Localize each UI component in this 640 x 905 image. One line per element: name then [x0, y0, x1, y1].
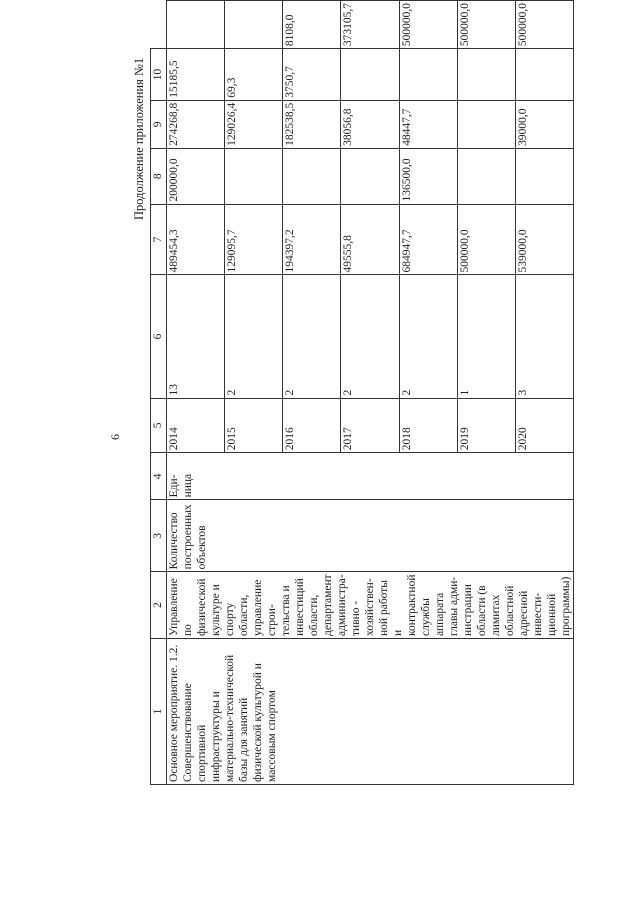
table-cell-c8: 39000,0 [515, 100, 573, 148]
table-cell-c7 [515, 148, 573, 204]
table-cell-c7: 200000,0 [167, 148, 225, 204]
column-number-cell: 8 [151, 148, 167, 204]
column-number-cell: 7 [151, 204, 167, 275]
table-cell-c9: 3750,7 [283, 49, 341, 101]
table-cell-year: 2015 [225, 398, 283, 453]
column-number-cell: 6 [151, 275, 167, 398]
table-cell-c10: 500000,0 [515, 1, 573, 49]
measure-executors-cell: Управление по физической культуре и спорту области, управление строи-тельства и инвестиций области, департамент администра-тивно - хозяйствен-ной работы и контрактной службы аппарата главы адми-нистрации области (в лимитах областной адресной инвести-ционной программы) [167, 572, 574, 639]
table-cell-c6: 489454,3 [167, 204, 225, 275]
table-cell-count: 1 [457, 275, 515, 398]
table-cell-c10 [225, 1, 283, 49]
table-cell-c10: 500000,0 [457, 1, 515, 49]
table-cell-c6: 684947,7 [399, 204, 457, 275]
measures-table [150, 0, 574, 785]
column-number-cell: 10 [151, 49, 167, 101]
table-cell-c10 [167, 1, 225, 49]
table-cell-c9 [457, 49, 515, 101]
continuation-title: Продолжение приложения №1 [132, 57, 146, 220]
table-cell-c6: 500000,0 [457, 204, 515, 275]
table-cell-year: 2014 [167, 398, 225, 453]
table-cell-year: 2020 [515, 398, 573, 453]
table-cell-year: 2018 [399, 398, 457, 453]
table-cell-c9: 69,3 [225, 49, 283, 101]
table-cell-count: 2 [341, 275, 399, 398]
table-body [151, 1, 574, 785]
table-cell-c6: 194397,2 [283, 204, 341, 275]
table-cell-c8: 182538,5 [283, 100, 341, 148]
table-cell-year: 2019 [457, 398, 515, 453]
table-cell-year: 2017 [341, 398, 399, 453]
table-cell-c8: 129026,4 [225, 100, 283, 148]
table-cell-count: 3 [515, 275, 573, 398]
page-number: 6 [108, 434, 122, 440]
table-cell-c8 [457, 100, 515, 148]
column-number-cell: 9 [151, 100, 167, 148]
table-cell-count: 2 [225, 275, 283, 398]
measure-indicator-cell: Количество построенных объектов [167, 500, 574, 572]
column-number-cell: 3 [151, 500, 167, 572]
table-cell-c10: 500000,0 [399, 1, 457, 49]
table-cell-c8: 48447,7 [399, 100, 457, 148]
table-cell-c8: 274268,8 [167, 100, 225, 148]
table-cell-c7 [225, 148, 283, 204]
table-cell-c9 [341, 49, 399, 101]
column-number-cell: 4 [151, 453, 167, 500]
column-number-row [151, 1, 167, 785]
measure-event-name-cell: Основное мероприятие. 1.2. Совершенствование спортивной инфраструктуры и материально-технической базы для занятий физической культурой и массовым спортом [167, 638, 574, 784]
table-cell-c6: 539000,0 [515, 204, 573, 275]
table-cell-count: 2 [399, 275, 457, 398]
table-cell-c9 [515, 49, 573, 101]
table-cell-c8: 38056,8 [341, 100, 399, 148]
table-cell-count: 2 [283, 275, 341, 398]
table-cell-c7: 136500,0 [399, 148, 457, 204]
table-cell-c7 [283, 148, 341, 204]
table-cell-c10: 373105,7 [341, 1, 399, 49]
column-number-cell: 5 [151, 398, 167, 453]
table-cell-year: 2016 [283, 398, 341, 453]
table-cell-c6: 129095,7 [225, 204, 283, 275]
table-cell-c9: 15185,5 [167, 49, 225, 101]
table-row [167, 1, 225, 785]
table-cell-count: 13 [167, 275, 225, 398]
table-cell-c7 [341, 148, 399, 204]
measure-unit-cell: Еди-ница [167, 453, 574, 500]
table-cell-c7 [457, 148, 515, 204]
table-cell-c6: 49555,8 [341, 204, 399, 275]
table-cell-c10: 8108,0 [283, 1, 341, 49]
column-number-cell: 1 [151, 638, 167, 784]
table-cell-c9 [399, 49, 457, 101]
column-number-cell: 2 [151, 572, 167, 639]
